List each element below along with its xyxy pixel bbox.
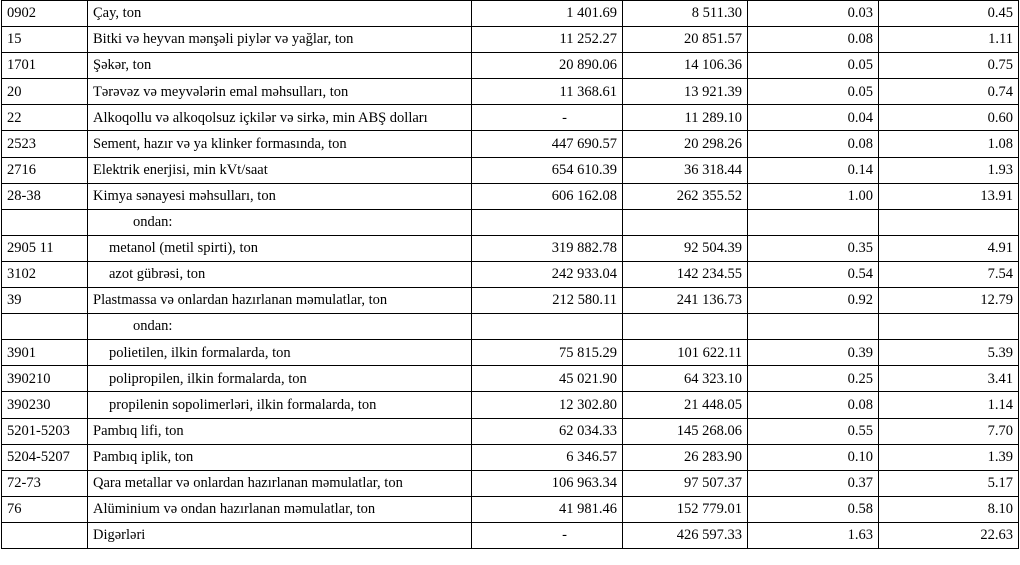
value4-cell: 13.91 [879, 183, 1019, 209]
code-cell: 5204-5207 [2, 444, 88, 470]
name-cell: Alkoqollu və alkoqolsuz içkilər və sirkə, min ABŞ dolları [88, 105, 472, 131]
value3-cell [748, 209, 879, 235]
table-row [2, 261, 1019, 287]
table-row [2, 288, 1019, 314]
name-cell: Pambıq lifi, ton [88, 418, 472, 444]
code-cell: 3102 [2, 261, 88, 287]
value2-cell [623, 209, 748, 235]
name-cell: propilenin sopolimerləri, ilkin formalarda, ton [88, 392, 472, 418]
name-cell: Plastmassa və onlardan hazırlanan məmulatlar, ton [88, 288, 472, 314]
name-cell: Çay, ton [88, 1, 472, 27]
code-cell: 2716 [2, 157, 88, 183]
value3-cell: 0.05 [748, 53, 879, 79]
name-cell: ondan: [88, 314, 472, 340]
code-cell [2, 209, 88, 235]
name-cell: Digərləri [88, 522, 472, 548]
name-cell: polipropilen, ilkin formalarda, ton [88, 366, 472, 392]
value2-cell: 152 779.01 [623, 496, 748, 522]
value3-cell [748, 314, 879, 340]
value2-cell: 36 318.44 [623, 157, 748, 183]
code-cell: 2905 11 [2, 235, 88, 261]
table-row [2, 392, 1019, 418]
value3-cell: 1.00 [748, 183, 879, 209]
table-row [2, 314, 1019, 340]
value4-cell [879, 314, 1019, 340]
name-cell: ondan: [88, 209, 472, 235]
value4-cell: 5.17 [879, 470, 1019, 496]
value1-cell: 447 690.57 [472, 131, 623, 157]
value3-cell: 0.03 [748, 1, 879, 27]
name-cell: Qara metallar və onlardan hazırlanan məmulatlar, ton [88, 470, 472, 496]
value2-cell: 20 851.57 [623, 27, 748, 53]
value3-cell: 0.37 [748, 470, 879, 496]
value4-cell: 0.75 [879, 53, 1019, 79]
name-cell: Kimya sənayesi məhsulları, ton [88, 183, 472, 209]
value2-cell: 64 323.10 [623, 366, 748, 392]
value2-cell: 8 511.30 [623, 1, 748, 27]
table-row [2, 366, 1019, 392]
table-row [2, 27, 1019, 53]
code-cell [2, 522, 88, 548]
code-cell: 22 [2, 105, 88, 131]
table-row [2, 157, 1019, 183]
value2-cell: 142 234.55 [623, 261, 748, 287]
table-row [2, 1, 1019, 27]
value1-cell: 11 252.27 [472, 27, 623, 53]
value3-cell: 0.14 [748, 157, 879, 183]
value4-cell: 0.60 [879, 105, 1019, 131]
value4-cell: 7.54 [879, 261, 1019, 287]
value2-cell: 97 507.37 [623, 470, 748, 496]
value2-cell: 20 298.26 [623, 131, 748, 157]
value4-cell [879, 209, 1019, 235]
value1-cell: 106 963.34 [472, 470, 623, 496]
name-cell: azot gübrəsi, ton [88, 261, 472, 287]
value4-cell: 12.79 [879, 288, 1019, 314]
value4-cell: 1.11 [879, 27, 1019, 53]
value4-cell: 8.10 [879, 496, 1019, 522]
value1-cell: 654 610.39 [472, 157, 623, 183]
table-row [2, 418, 1019, 444]
value4-cell: 7.70 [879, 418, 1019, 444]
value4-cell: 1.08 [879, 131, 1019, 157]
table-row [2, 79, 1019, 105]
code-cell: 28-38 [2, 183, 88, 209]
value2-cell: 11 289.10 [623, 105, 748, 131]
name-cell: Tərəvəz və meyvələrin emal məhsulları, ton [88, 79, 472, 105]
value1-cell: - [472, 522, 623, 548]
value2-cell: 101 622.11 [623, 340, 748, 366]
value2-cell: 14 106.36 [623, 53, 748, 79]
name-cell: Alüminium və ondan hazırlanan məmulatlar, ton [88, 496, 472, 522]
value2-cell: 13 921.39 [623, 79, 748, 105]
value2-cell: 145 268.06 [623, 418, 748, 444]
code-cell: 0902 [2, 1, 88, 27]
table-row [2, 53, 1019, 79]
value1-cell: 11 368.61 [472, 79, 623, 105]
value4-cell: 1.93 [879, 157, 1019, 183]
value1-cell: - [472, 105, 623, 131]
code-cell: 72-73 [2, 470, 88, 496]
value2-cell [623, 314, 748, 340]
value3-cell: 0.58 [748, 496, 879, 522]
value3-cell: 0.25 [748, 366, 879, 392]
value4-cell: 0.74 [879, 79, 1019, 105]
value4-cell: 3.41 [879, 366, 1019, 392]
value1-cell [472, 209, 623, 235]
name-cell: Bitki və heyvan mənşəli piylər və yağlar, ton [88, 27, 472, 53]
name-cell: polietilen, ilkin formalarda, ton [88, 340, 472, 366]
value4-cell: 4.91 [879, 235, 1019, 261]
code-cell: 3901 [2, 340, 88, 366]
value1-cell: 606 162.08 [472, 183, 623, 209]
table-row [2, 209, 1019, 235]
value3-cell: 0.35 [748, 235, 879, 261]
code-cell: 39 [2, 288, 88, 314]
value1-cell: 75 815.29 [472, 340, 623, 366]
value4-cell: 5.39 [879, 340, 1019, 366]
value3-cell: 0.54 [748, 261, 879, 287]
value3-cell: 0.05 [748, 79, 879, 105]
table-row [2, 183, 1019, 209]
value4-cell: 0.45 [879, 1, 1019, 27]
value3-cell: 0.08 [748, 27, 879, 53]
value4-cell: 1.39 [879, 444, 1019, 470]
value1-cell: 62 034.33 [472, 418, 623, 444]
value2-cell: 92 504.39 [623, 235, 748, 261]
name-cell: Pambıq iplik, ton [88, 444, 472, 470]
value2-cell: 426 597.33 [623, 522, 748, 548]
value4-cell: 1.14 [879, 392, 1019, 418]
value1-cell: 20 890.06 [472, 53, 623, 79]
code-cell: 390230 [2, 392, 88, 418]
code-cell [2, 314, 88, 340]
value3-cell: 0.39 [748, 340, 879, 366]
value1-cell: 12 302.80 [472, 392, 623, 418]
value1-cell [472, 314, 623, 340]
code-cell: 390210 [2, 366, 88, 392]
value4-cell: 22.63 [879, 522, 1019, 548]
value3-cell: 0.92 [748, 288, 879, 314]
value2-cell: 21 448.05 [623, 392, 748, 418]
name-cell: Elektrik enerjisi, min kVt/saat [88, 157, 472, 183]
value3-cell: 0.08 [748, 392, 879, 418]
value1-cell: 242 933.04 [472, 261, 623, 287]
value3-cell: 0.08 [748, 131, 879, 157]
commodity-table [1, 0, 1019, 549]
code-cell: 5201-5203 [2, 418, 88, 444]
name-cell: metanol (metil spirti), ton [88, 235, 472, 261]
table-row [2, 340, 1019, 366]
value3-cell: 0.04 [748, 105, 879, 131]
value1-cell: 45 021.90 [472, 366, 623, 392]
value3-cell: 0.10 [748, 444, 879, 470]
value1-cell: 41 981.46 [472, 496, 623, 522]
value1-cell: 319 882.78 [472, 235, 623, 261]
value1-cell: 212 580.11 [472, 288, 623, 314]
value2-cell: 262 355.52 [623, 183, 748, 209]
code-cell: 1701 [2, 53, 88, 79]
value2-cell: 241 136.73 [623, 288, 748, 314]
value2-cell: 26 283.90 [623, 444, 748, 470]
table-row [2, 522, 1019, 548]
value1-cell: 6 346.57 [472, 444, 623, 470]
name-cell: Sement, hazır və ya klinker formasında, ton [88, 131, 472, 157]
code-cell: 76 [2, 496, 88, 522]
table-body [2, 1, 1019, 549]
value1-cell: 1 401.69 [472, 1, 623, 27]
table-row [2, 470, 1019, 496]
table-row [2, 131, 1019, 157]
code-cell: 20 [2, 79, 88, 105]
value3-cell: 0.55 [748, 418, 879, 444]
table-row [2, 496, 1019, 522]
code-cell: 15 [2, 27, 88, 53]
table-row [2, 105, 1019, 131]
value3-cell: 1.63 [748, 522, 879, 548]
code-cell: 2523 [2, 131, 88, 157]
table-row [2, 444, 1019, 470]
table-row [2, 235, 1019, 261]
name-cell: Şəkər, ton [88, 53, 472, 79]
